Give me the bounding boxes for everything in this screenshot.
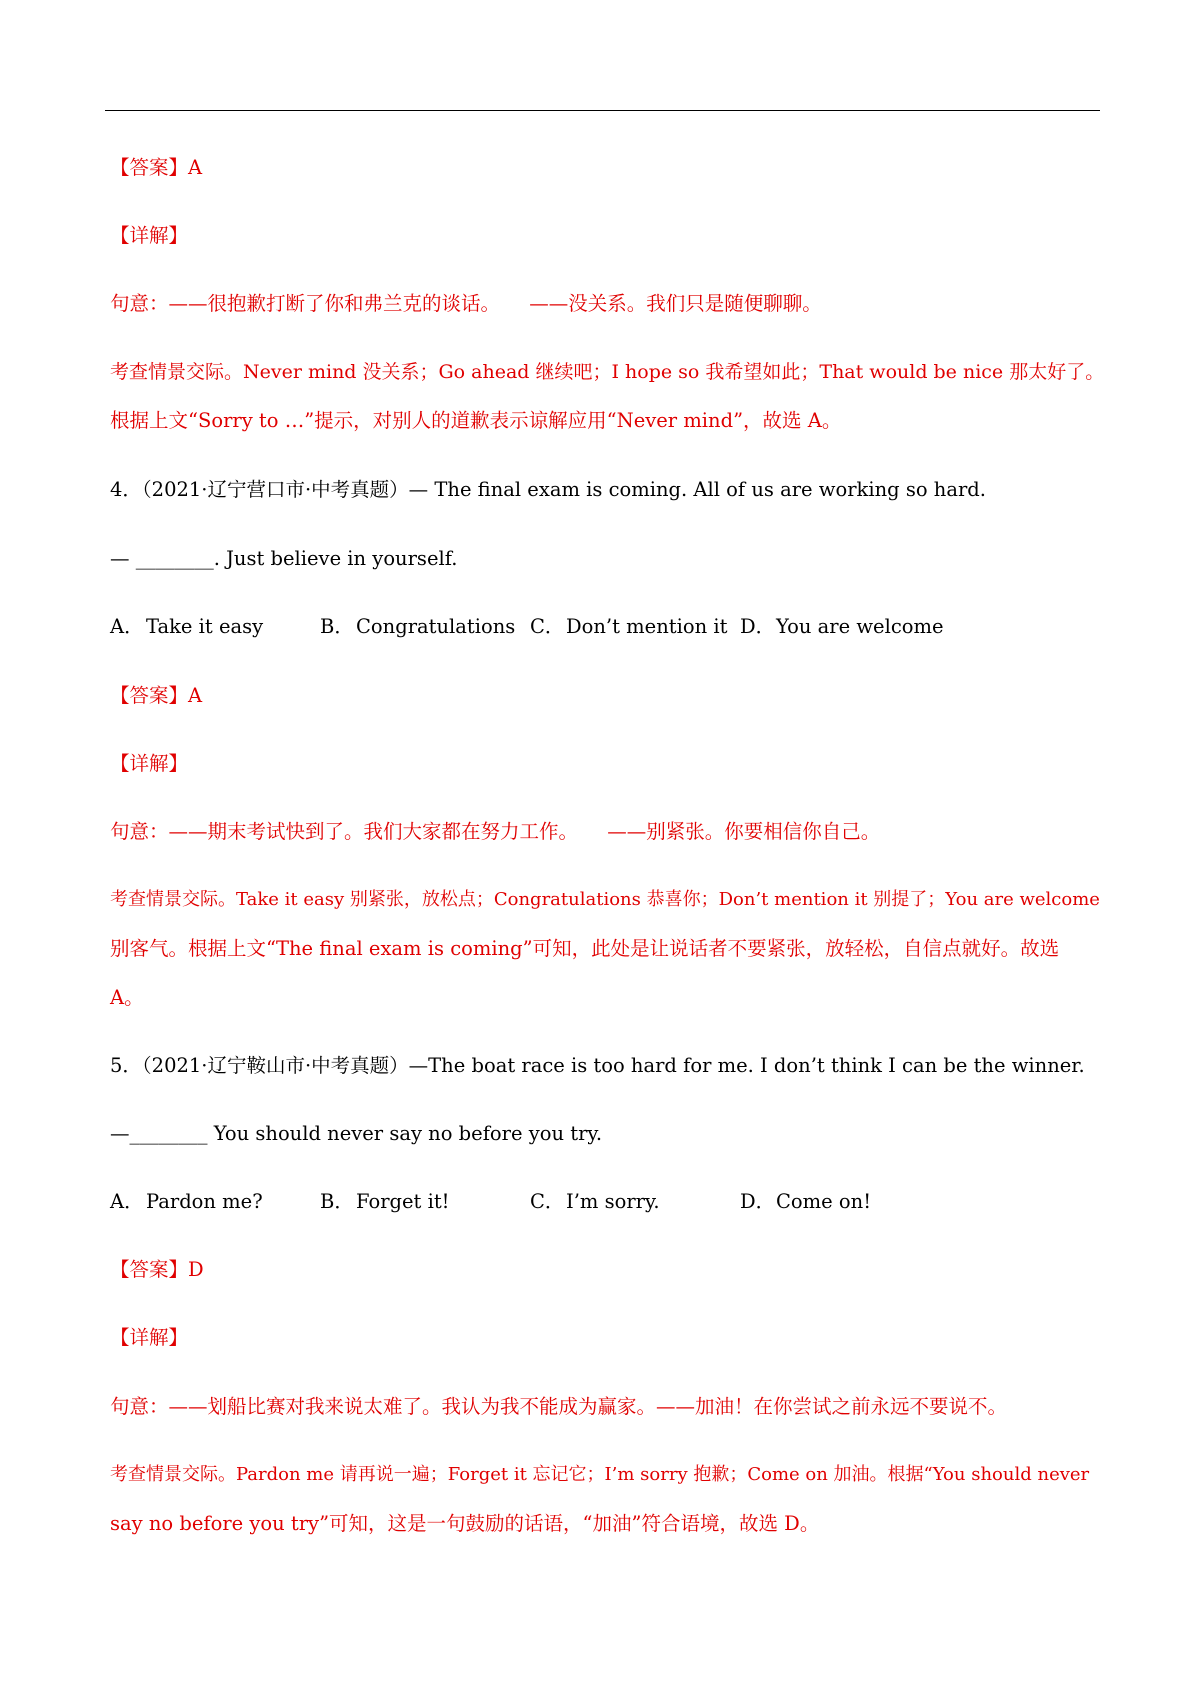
- question-response: — ________. Just believe in yourself.: [110, 547, 458, 570]
- analysis-text: 考查情景交际。Take it easy 别紧张，放松点；Congratulations 恭喜你；Don’t mention it 别提了；You are welcome: [110, 889, 1100, 910]
- option-a: A． Take it easy: [110, 615, 264, 638]
- option-d: D．Come on!: [740, 1190, 872, 1213]
- translation-text: 句意：——很抱歉打断了你和弗兰克的谈话。 ——没关系。我们只是随便聊聊。: [110, 292, 822, 315]
- question-response: —________ You should never say no before you try.: [110, 1122, 603, 1145]
- analysis-text: 考查情景交际。Pardon me 请再说一遍；Forget it 忘记它；I’m sorry 抱歉；Come on 加油。根据“You should never: [110, 1464, 1090, 1485]
- detail-label: 【详解】: [110, 752, 189, 775]
- option-b: B． Forget it!: [320, 1190, 450, 1213]
- option-b: B． Congratulations: [320, 615, 516, 638]
- analysis-text: say no before you try”可知，这是一句鼓励的话语，“加油”符合语境，故选 D。: [110, 1512, 820, 1535]
- option-c: C．I’m sorry.: [530, 1190, 660, 1213]
- translation-text: 句意：——期末考试快到了。我们大家都在努力工作。 ——别紧张。你要相信你自己。: [110, 820, 881, 843]
- header-rule: [105, 110, 1100, 111]
- detail-label: 【详解】: [110, 224, 189, 247]
- analysis-text: 考查情景交际。Never mind 没关系；Go ahead 继续吧；I hope so 我希望如此；That would be nice 那太好了。: [110, 361, 1105, 383]
- answer-label: 【答案】A: [110, 684, 203, 707]
- option-d: D．You are welcome: [740, 615, 944, 638]
- answer-label: 【答案】A: [110, 156, 203, 179]
- detail-label: 【详解】: [110, 1326, 189, 1349]
- option-a: A． Pardon me?: [110, 1190, 263, 1213]
- analysis-text: 别客气。根据上文“The final exam is coming”可知，此处是让说话者不要紧张，放轻松，自信点就好。故选: [110, 937, 1060, 960]
- question-stem: 5．（2021·辽宁鞍山市·中考真题）—The boat race is too hard for me. I don’t think I can be the winner.: [110, 1054, 1085, 1077]
- analysis-text: 根据上文“Sorry to …”提示，对别人的道歉表示谅解应用“Never mind”，故选 A。: [110, 409, 842, 432]
- option-c: C．Don’t mention it: [530, 615, 728, 638]
- translation-text: 句意：——划船比赛对我来说太难了。我认为我不能成为赢家。——加油！在你尝试之前永远不要说不。: [110, 1395, 1008, 1418]
- answer-label: 【答案】D: [110, 1258, 204, 1281]
- analysis-text: A。: [110, 986, 144, 1009]
- question-stem: 4．（2021·辽宁营口市·中考真题）— The final exam is coming. All of us are working so hard.: [110, 478, 986, 501]
